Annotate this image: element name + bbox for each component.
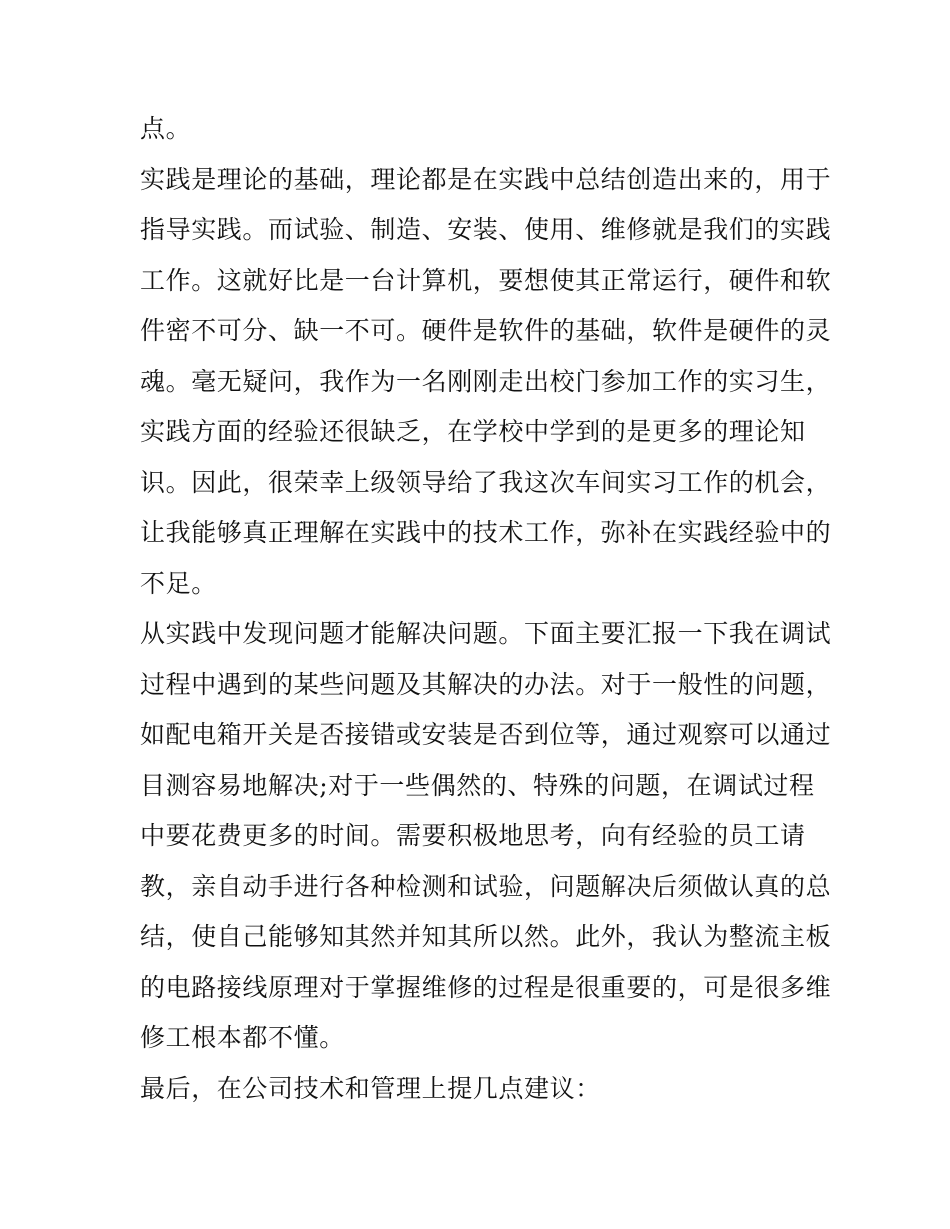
text-line: 魂。毫无疑问，我作为一名刚刚走出校门参加工作的实习生， [140,367,832,396]
text-line: 实践是理论的基础，理论都是在实践中总结创造出来的，用于 [140,165,832,194]
text-line: 结，使自己能够知其然并知其所以然。此外，我认为整流主板 [140,922,832,951]
text-line: 实践方面的经验还很缺乏，在学校中学到的是更多的理论知 [140,417,806,446]
text-line: 修工根本都不懂。 [140,1023,345,1052]
text-line: 的电路接线原理对于掌握维修的过程是很重要的，可是很多维 [140,973,832,1002]
text-line: 中要花费更多的时间。需要积极地思考，向有经验的员工请 [140,821,806,850]
text-line: 最后，在公司技术和管理上提几点建议： [140,1074,601,1103]
text-line: 如配电箱开关是否接错或安装是否到位等，通过观察可以通过 [140,720,832,749]
text-line: 不足。 [140,569,217,598]
text-line: 点。 [140,114,192,143]
text-line: 识。因此，很荣幸上级领导给了我这次车间实习工作的机会， [140,468,832,497]
text-line: 从实践中发现问题才能解决问题。下面主要汇报一下我在调试 [140,619,832,648]
text-line: 教，亲自动手进行各种检测和试验，问题解决后须做认真的总 [140,872,832,901]
text-line: 件密不可分、缺一不可。硬件是软件的基础，软件是硬件的灵 [140,316,832,345]
text-line: 目测容易地解决;对于一些偶然的、特殊的问题，在调试过程 [140,771,815,800]
text-line: 工作。这就好比是一台计算机，要想使其正常运行，硬件和软 [140,266,832,295]
text-line: 过程中遇到的某些问题及其解决的办法。对于一般性的问题， [140,670,832,699]
text-line: 指导实践。而试验、制造、安装、使用、维修就是我们的实践 [140,215,832,244]
text-line: 让我能够真正理解在实践中的技术工作，弥补在实践经验中的 [140,518,832,547]
